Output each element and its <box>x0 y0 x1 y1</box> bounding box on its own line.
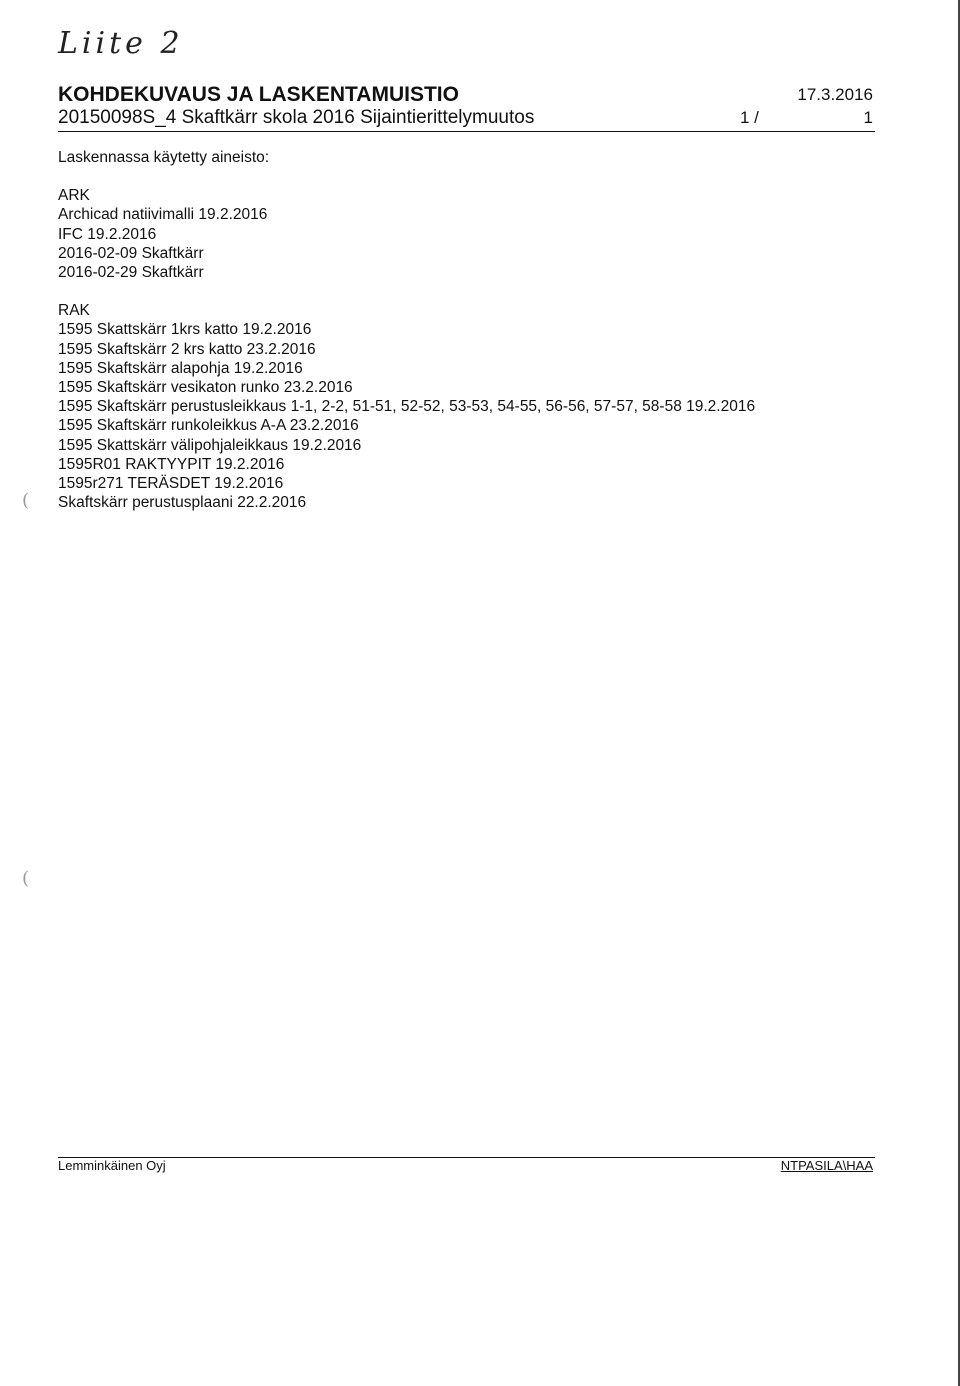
list-item: 1595 Skaftskärr vesikaton runko 23.2.2016 <box>58 379 353 397</box>
intro-text: Laskennassa käytetty aineisto: <box>58 149 270 166</box>
list-item: IFC 19.2.2016 <box>58 225 157 243</box>
document-subtitle: 20150098S_4 Skaftkärr skola 2016 Sijaintierittelymuutos <box>58 107 535 128</box>
list-item: 1595 Skaftskärr 2 krs katto 23.2.2016 <box>58 340 316 358</box>
list-item: 1595R01 RAKTYYPIT 19.2.2016 <box>58 455 285 473</box>
rak-heading: RAK <box>58 302 90 320</box>
list-item: 1595 Skaftskärr runkoleikkus A-A 23.2.2016 <box>58 417 359 435</box>
list-item: 1595 Skaftskärr alapohja 19.2.2016 <box>58 359 303 377</box>
list-item: 1595r271 TERÄSDET 19.2.2016 <box>58 475 284 493</box>
header-divider <box>58 131 875 132</box>
list-item: 1595 Skattskärr 1krs katto 19.2.2016 <box>58 321 312 339</box>
material-list <box>58 148 755 512</box>
document-date: 17.3.2016 <box>797 85 873 104</box>
punch-hole-mark-bottom: ( <box>22 868 30 889</box>
list-item: 2016-02-29 Skaftkärr <box>58 264 204 282</box>
footer-divider <box>58 1157 875 1158</box>
footer-company: Lemminkäinen Oyj <box>58 1158 166 1173</box>
ark-heading: ARK <box>58 187 90 205</box>
punch-hole-mark-top: ( <box>22 490 30 511</box>
handwritten-note: Liite 2 <box>58 26 184 61</box>
list-item: 2016-02-09 Skaftkärr <box>58 244 204 262</box>
document-title: KOHDEKUVAUS JA LASKENTAMUISTIO <box>58 83 459 106</box>
page-total: 1 <box>863 108 873 127</box>
page-number: 1 / <box>740 108 759 127</box>
list-item: 1595 Skaftskärr perustusleikkaus 1-1, 2-2, 51-51, 52-52, 53-53, 54-55, 56-56, 57-57, 58-58 19.2.2016 <box>58 398 756 416</box>
list-item: Archicad natiivimalli 19.2.2016 <box>58 206 268 224</box>
list-item: 1595 Skattskärr välipohjaleikkaus 19.2.2016 <box>58 436 362 454</box>
list-item: Skaftskärr perustusplaani 22.2.2016 <box>58 494 307 512</box>
footer-user: NTPASILA\HAA <box>780 1158 873 1173</box>
